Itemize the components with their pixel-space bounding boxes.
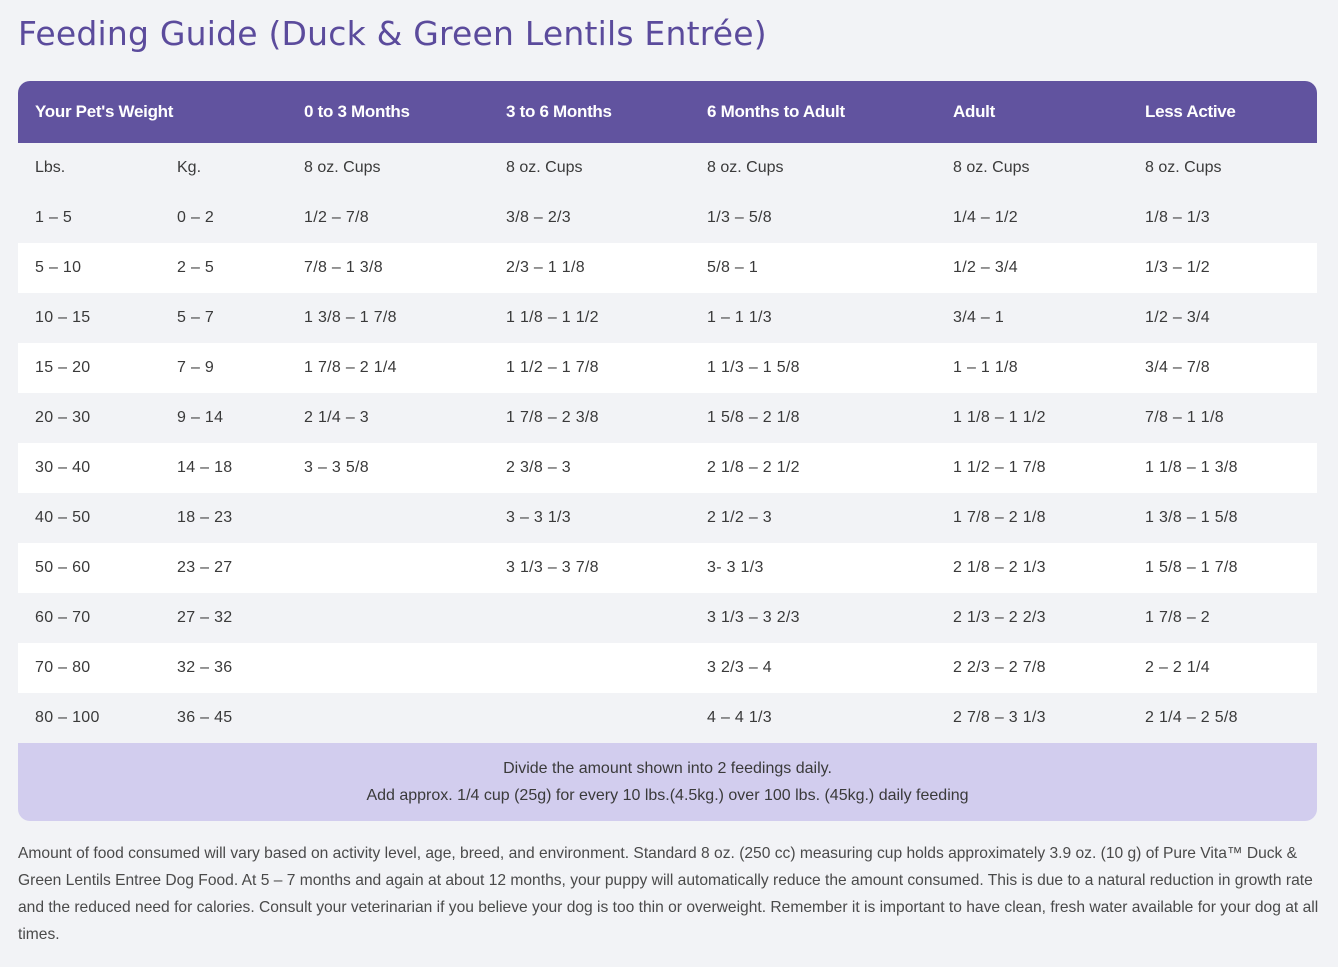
cell-adult: 1 1/2 – 1 7/8: [936, 443, 1128, 493]
table-header-row: [18, 81, 1317, 143]
table-row: [18, 193, 1317, 243]
feeding-table: [18, 81, 1317, 743]
table-row: [18, 243, 1317, 293]
table-body: [18, 143, 1317, 743]
cell-adult: 2 7/8 – 3 1/3: [936, 693, 1128, 743]
cell-6-months-to-adult: 1 – 1 1/3: [690, 293, 936, 343]
table-row: [18, 343, 1317, 393]
cell-kg: 7 – 9: [160, 343, 287, 393]
cell-kg: 9 – 14: [160, 393, 287, 443]
cell-3-to-6-months: [489, 693, 690, 743]
cell-0-to-3-months: 1 3/8 – 1 7/8: [287, 293, 489, 343]
cell-less-active: 1/8 – 1/3: [1128, 193, 1317, 243]
cell-kg: 23 – 27: [160, 543, 287, 593]
unit-cups: 8 oz. Cups: [936, 143, 1128, 193]
cell-less-active: 1/3 – 1/2: [1128, 243, 1317, 293]
cell-kg: 36 – 45: [160, 693, 287, 743]
cell-less-active: 1/2 – 3/4: [1128, 293, 1317, 343]
disclaimer-text: Amount of food consumed will vary based on activity level, age, breed, and environment. Standard 8 oz. (250 cc) measuring cup holds approximately 3.9 oz. (10 g) of Pure Vita™ Duck & Green Lentils Entree Dog Food. At 5 – 7 months and again at about 12 months, your puppy will automatically reduce the amount consumed. This is due to a natural reduction in growth rate and the reduced need for calories. Consult your veterinarian if you believe your dog is too thin or overweight. Remember it is important to have clean, fresh water available for your dog at all times.: [18, 845, 1319, 943]
cell-6-months-to-adult: 1 1/3 – 1 5/8: [690, 343, 936, 393]
cell-adult: 1 1/8 – 1 1/2: [936, 393, 1128, 443]
cell-kg: 27 – 32: [160, 593, 287, 643]
cell-0-to-3-months: [287, 493, 489, 543]
page-title: Feeding Guide (Duck & Green Lentils Entrée): [18, 14, 767, 53]
cell-lbs: 50 – 60: [18, 543, 160, 593]
cell-3-to-6-months: [489, 643, 690, 693]
cell-3-to-6-months: [489, 593, 690, 643]
table-row: [18, 393, 1317, 443]
table-row: [18, 443, 1317, 493]
cell-kg: 32 – 36: [160, 643, 287, 693]
table-row: [18, 693, 1317, 743]
header-adult: Adult: [936, 81, 1128, 143]
cell-6-months-to-adult: 1/3 – 5/8: [690, 193, 936, 243]
cell-6-months-to-adult: 2 1/8 – 2 1/2: [690, 443, 936, 493]
cell-6-months-to-adult: 3 2/3 – 4: [690, 643, 936, 693]
unit-kg: Kg.: [160, 143, 287, 193]
unit-cups: 8 oz. Cups: [287, 143, 489, 193]
cell-0-to-3-months: 1/2 – 7/8: [287, 193, 489, 243]
cell-6-months-to-adult: 2 1/2 – 3: [690, 493, 936, 543]
cell-0-to-3-months: 7/8 – 1 3/8: [287, 243, 489, 293]
cell-0-to-3-months: 1 7/8 – 2 1/4: [287, 343, 489, 393]
cell-adult: 2 1/8 – 2 1/3: [936, 543, 1128, 593]
cell-0-to-3-months: [287, 693, 489, 743]
cell-6-months-to-adult: 1 5/8 – 2 1/8: [690, 393, 936, 443]
cell-3-to-6-months: 3 – 3 1/3: [489, 493, 690, 543]
table-row: [18, 593, 1317, 643]
table-row: [18, 643, 1317, 693]
header-6-months-to-adult: 6 Months to Adult: [690, 81, 936, 143]
cell-adult: 3/4 – 1: [936, 293, 1128, 343]
cell-lbs: 30 – 40: [18, 443, 160, 493]
header-less-active: Less Active: [1128, 81, 1317, 143]
cell-lbs: 1 – 5: [18, 193, 160, 243]
cell-kg: 18 – 23: [160, 493, 287, 543]
table-row: [18, 493, 1317, 543]
feeding-note: [18, 743, 1317, 821]
cell-3-to-6-months: 2 3/8 – 3: [489, 443, 690, 493]
cell-3-to-6-months: 1 7/8 – 2 3/8: [489, 393, 690, 443]
feeding-note-line-2: Add approx. 1/4 cup (25g) for every 10 lbs.(4.5kg.) over 100 lbs. (45kg.) daily feeding: [366, 787, 969, 804]
cell-6-months-to-adult: 3 1/3 – 3 2/3: [690, 593, 936, 643]
cell-less-active: 2 – 2 1/4: [1128, 643, 1317, 693]
cell-3-to-6-months: 3/8 – 2/3: [489, 193, 690, 243]
unit-cups: 8 oz. Cups: [690, 143, 936, 193]
unit-cups: 8 oz. Cups: [489, 143, 690, 193]
feeding-guide-card: [18, 81, 1317, 821]
cell-lbs: 10 – 15: [18, 293, 160, 343]
cell-less-active: 1 7/8 – 2: [1128, 593, 1317, 643]
cell-lbs: 15 – 20: [18, 343, 160, 393]
cell-0-to-3-months: [287, 643, 489, 693]
cell-6-months-to-adult: 3- 3 1/3: [690, 543, 936, 593]
cell-lbs: 70 – 80: [18, 643, 160, 693]
cell-lbs: 80 – 100: [18, 693, 160, 743]
cell-kg: 2 – 5: [160, 243, 287, 293]
cell-3-to-6-months: 1 1/2 – 1 7/8: [489, 343, 690, 393]
cell-less-active: 3/4 – 7/8: [1128, 343, 1317, 393]
unit-lbs: Lbs.: [18, 143, 160, 193]
cell-lbs: 5 – 10: [18, 243, 160, 293]
cell-adult: 1 7/8 – 2 1/8: [936, 493, 1128, 543]
cell-0-to-3-months: 3 – 3 5/8: [287, 443, 489, 493]
header-3-to-6-months: 3 to 6 Months: [489, 81, 690, 143]
table-row: [18, 293, 1317, 343]
cell-3-to-6-months: 3 1/3 – 3 7/8: [489, 543, 690, 593]
feeding-note-line-1: Divide the amount shown into 2 feedings daily.: [503, 760, 832, 777]
cell-less-active: 2 1/4 – 2 5/8: [1128, 693, 1317, 743]
header-pet-weight: Your Pet's Weight: [18, 81, 287, 143]
cell-adult: 1/2 – 3/4: [936, 243, 1128, 293]
cell-adult: 1/4 – 1/2: [936, 193, 1128, 243]
cell-adult: 2 2/3 – 2 7/8: [936, 643, 1128, 693]
cell-less-active: 7/8 – 1 1/8: [1128, 393, 1317, 443]
header-0-to-3-months: 0 to 3 Months: [287, 81, 489, 143]
cell-0-to-3-months: [287, 593, 489, 643]
cell-3-to-6-months: 1 1/8 – 1 1/2: [489, 293, 690, 343]
cell-0-to-3-months: [287, 543, 489, 593]
cell-lbs: 60 – 70: [18, 593, 160, 643]
cell-adult: 2 1/3 – 2 2/3: [936, 593, 1128, 643]
cell-less-active: 1 1/8 – 1 3/8: [1128, 443, 1317, 493]
cell-6-months-to-adult: 4 – 4 1/3: [690, 693, 936, 743]
cell-0-to-3-months: 2 1/4 – 3: [287, 393, 489, 443]
cell-kg: 0 – 2: [160, 193, 287, 243]
unit-cups: 8 oz. Cups: [1128, 143, 1317, 193]
cell-kg: 14 – 18: [160, 443, 287, 493]
cell-6-months-to-adult: 5/8 – 1: [690, 243, 936, 293]
table-row: [18, 543, 1317, 593]
cell-3-to-6-months: 2/3 – 1 1/8: [489, 243, 690, 293]
cell-less-active: 1 3/8 – 1 5/8: [1128, 493, 1317, 543]
cell-lbs: 20 – 30: [18, 393, 160, 443]
cell-kg: 5 – 7: [160, 293, 287, 343]
cell-lbs: 40 – 50: [18, 493, 160, 543]
cell-adult: 1 – 1 1/8: [936, 343, 1128, 393]
units-row: [18, 143, 1317, 193]
cell-less-active: 1 5/8 – 1 7/8: [1128, 543, 1317, 593]
